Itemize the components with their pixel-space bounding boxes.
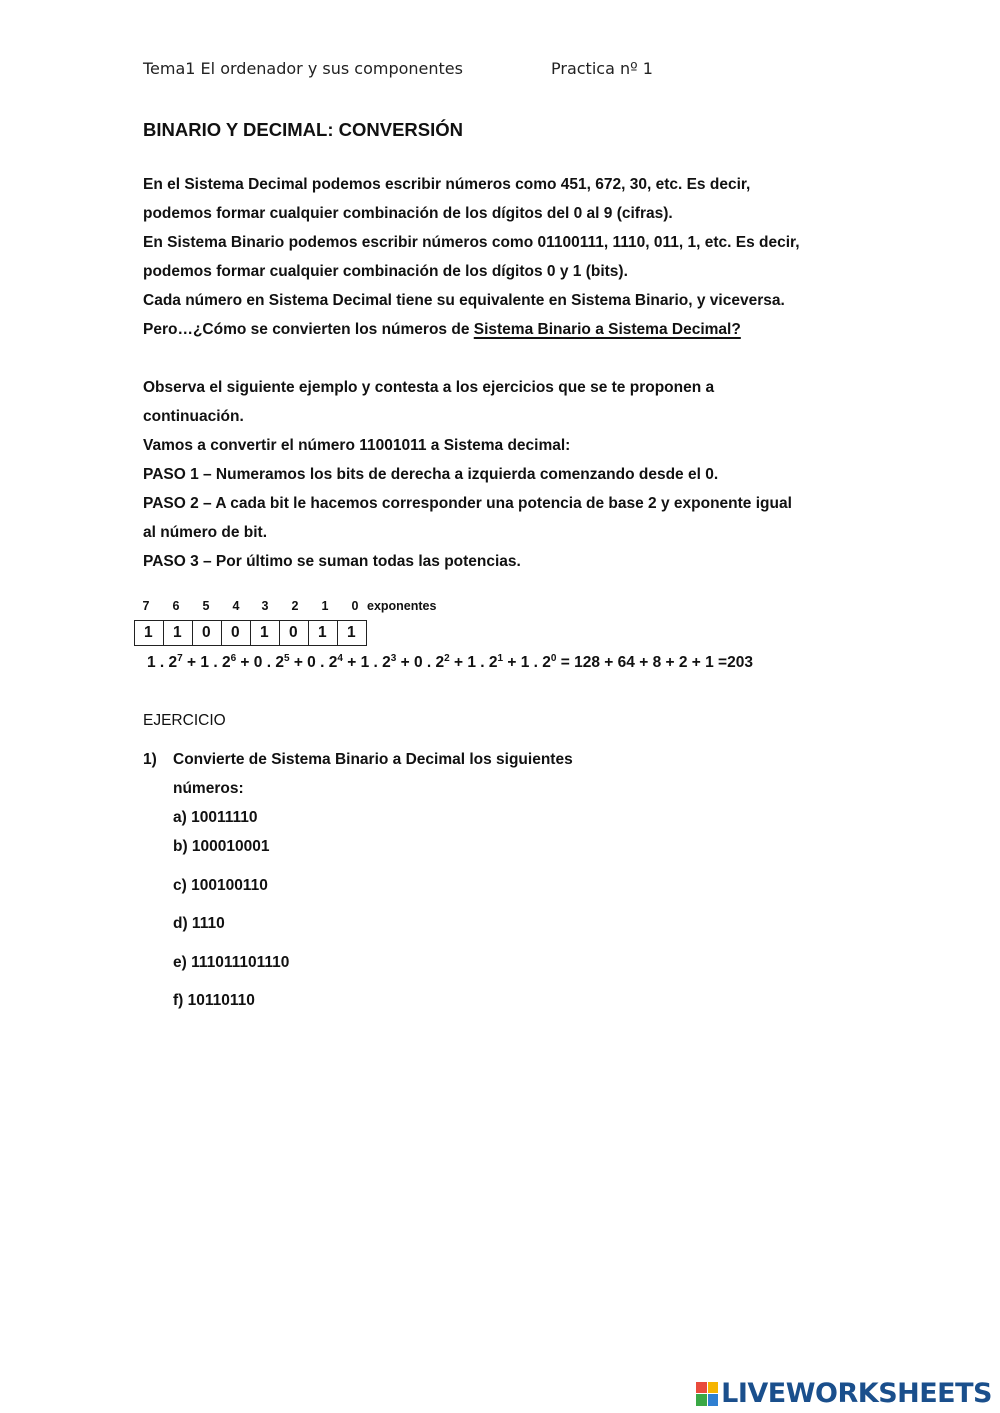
intro-line-4: podemos formar cualquier combinación de los dígitos 0 y 1 (bits). [143,263,628,280]
exponent-label: 7 [142,599,150,613]
exercise-item-d: d) 1110 [173,915,225,932]
step-1: PASO 1 – Numeramos los bits de derecha a izquierda comenzando desde el 0. [143,466,719,483]
exponent-label: 0 [351,599,359,613]
intro-line-5: Cada número en Sistema Decimal tiene su equivalente en Sistema Binario, y viceversa. [143,292,785,309]
exercise-item-a: a) 10011110 [173,809,258,826]
header-topic: Tema1 El ordenador y sus componentes [143,59,463,78]
exponent-label: 6 [172,599,180,613]
exponent-label: 1 [321,599,329,613]
bit-cell: 1 [164,621,193,645]
step-3: PASO 3 – Por último se suman todas las potencias. [143,553,521,570]
intro-line-2: podemos formar cualquier combinación de los dígitos del 0 al 9 (cifras). [143,205,673,222]
exponents-caption: exponentes [367,599,437,613]
bit-cell: 0 [280,621,309,645]
bit-cell: 1 [309,621,338,645]
step-2: PASO 2 – A cada bit le hacemos corresponder una potencia de base 2 y exponente igual [143,495,792,512]
bit-cell: 1 [338,621,367,645]
exercise-item-f: f) 10110110 [173,992,255,1009]
underlined-topic: Sistema Binario a Sistema Decimal? [473,321,741,338]
bit-cell: 0 [222,621,251,645]
exercise-item-b: b) 100010001 [173,838,270,855]
logo-icon [696,1382,718,1406]
example-line-3: Vamos a convertir el número 11001011 a Sistema decimal: [143,437,571,454]
intro-line-6 [143,320,741,340]
question-number: 1) [143,751,157,768]
exponent-label: 5 [202,599,210,613]
bit-cell: 0 [193,621,222,645]
liveworksheets-logo [696,1378,992,1409]
intro-line-1: En el Sistema Decimal podemos escribir números como 451, 672, 30, etc. Es decir, [143,176,751,193]
exponent-label: 2 [291,599,299,613]
exercise-item-e: e) 111011101110 [173,954,290,971]
step-2-continued: al número de bit. [143,524,268,541]
question-text: Convierte de Sistema Binario a Decimal los siguientes [173,751,573,768]
bit-cell: 1 [135,621,164,645]
intro-question: Pero…¿Cómo se convierten los números de [143,321,474,338]
example-line-2: continuación. [143,408,244,425]
bits-table [134,620,367,646]
conversion-formula: 1 . $2^7 + 1$ . $2^6 + 0$ . $2^5 + 0$ . $2^4 + 1$ . $2^3 + 0$ . $2^2 + 1$ . $2^1 + 1$ . $2^0 = 128 + 64 + 8 + 2 + 1 =203$ [147,653,753,671]
intro-line-3: En Sistema Binario podemos escribir números como 01100111, 1110, 011, 1, etc. Es decir, [143,234,800,251]
header-practice-number: Practica nº 1 [551,59,653,78]
logo-text: LIVEWORKSHEETS [721,1378,992,1409]
bit-cell: 1 [251,621,280,645]
exercise-item-c: c) 100100110 [173,877,268,894]
page-title: BINARIO Y DECIMAL: CONVERSIÓN [143,119,464,140]
example-line-1: Observa el siguiente ejemplo y contesta a los ejercicios que se te proponen a [143,379,715,396]
exercise-heading: EJERCICIO [143,712,226,729]
exponent-label: 4 [232,599,240,613]
question-text-continued: números: [173,780,244,797]
exponent-label: 3 [261,599,269,613]
